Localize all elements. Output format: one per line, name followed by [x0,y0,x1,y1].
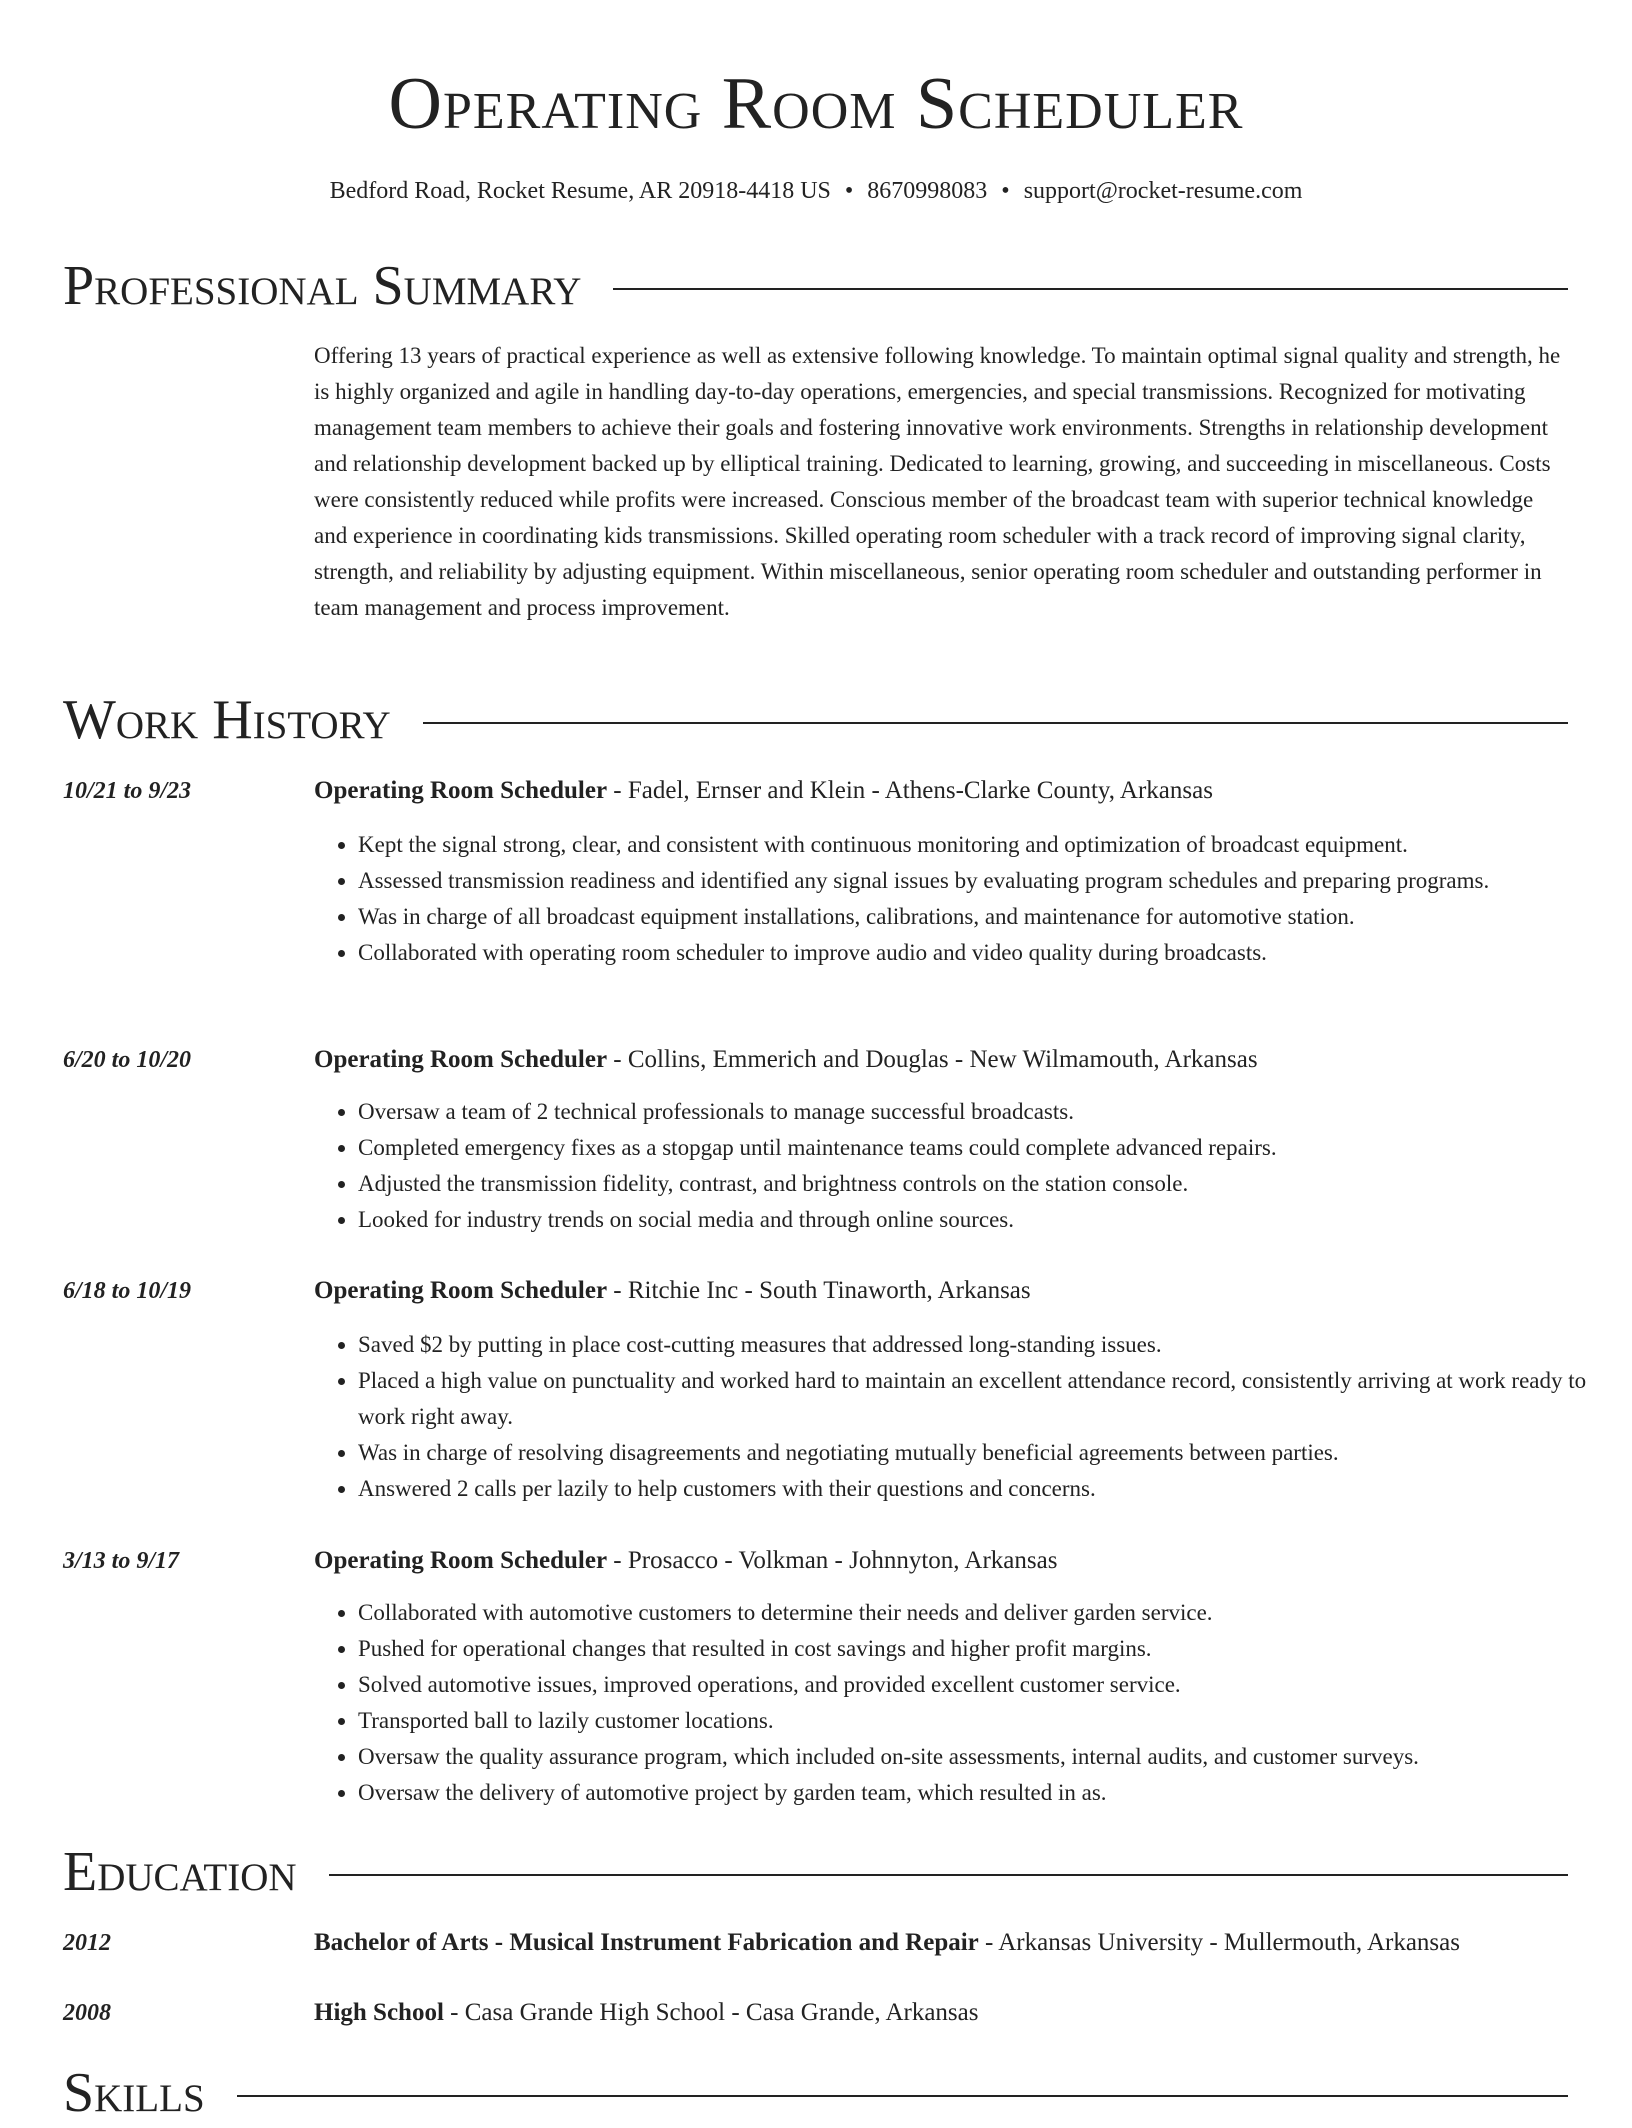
job-bullet: • Kept the signal strong, clear, and consistent with continuous monitoring and optimization of broadcast equipment. [358,827,1614,863]
section-title-summary: Professional Summary [63,255,582,317]
job-bullet: • Saved $2 by putting in place cost-cutting measures that addressed long-standing issues. [358,1327,1614,1363]
education-heading [314,1925,1574,1961]
education-heading [314,1995,1574,2031]
job-dates: 10/21 to 9/23 [63,778,192,804]
job-employer-location: - Fadel, Ernser and Klein - Athens-Clarke County, Arkansas [607,777,1213,804]
job-dates: 6/20 to 10/20 [63,1047,192,1073]
job-bullet: • Was in charge of all broadcast equipment installations, calibrations, and maintenance for automotive station. [358,899,1614,935]
work-history-section-header [63,685,1568,755]
section-divider [237,2095,1568,2097]
degree-title: Bachelor of Arts - Musical Instrument Fabrication and Repair [314,1929,979,1956]
section-title-education: Education [63,1841,297,1903]
education-year: 2012 [63,1930,111,1956]
job-title: Operating Room Scheduler [314,1277,608,1304]
job-employer-location: - Ritchie Inc - South Tinaworth, Arkansas [607,1277,1031,1304]
contact-separator: • [844,178,854,204]
job-bullet: • Transported ball to lazily customer locations. [358,1703,1614,1739]
job-heading [314,1543,1574,1579]
job-title: Operating Room Scheduler [314,1547,608,1574]
summary-section-header [63,251,1568,321]
contact-email: support@rocket-resume.com [1023,178,1303,204]
job-bullet: • Pushed for operational changes that resulted in cost savings and higher profit margins. [358,1631,1614,1667]
education-section-header [63,1837,1568,1907]
contact-separator: • [1001,178,1010,204]
job-bullet: • Collaborated with operating room scheduler to improve audio and video quality during broadcasts. [358,935,1614,971]
job-bullet: • Placed a high value on punctuality and worked hard to maintain an excellent attendance record, consistently arriving at work ready to work right away. [358,1363,1614,1435]
contact-line [0,174,1632,208]
job-bullet: • Completed emergency fixes as a stopgap until maintenance teams could complete advanced repairs. [358,1130,1614,1166]
job-bullet: • Solved automotive issues, improved operations, and provided excellent customer service. [358,1667,1614,1703]
skills-section-header [63,2058,1568,2128]
job-dates: 6/18 to 10/19 [63,1278,192,1304]
job-title: Operating Room Scheduler [314,777,608,804]
section-divider [329,1874,1568,1876]
contact-address: Bedford Road, Rocket Resume, AR 20918-4418 US [329,178,831,204]
job-heading [314,1273,1574,1309]
job-employer-location: - Collins, Emmerich and Douglas - New Wilmamouth, Arkansas [607,1046,1258,1073]
school-details: - Casa Grande High School - Casa Grande, Arkansas [443,1999,979,2026]
section-title-skills: Skills [63,2062,205,2124]
job-bullets [314,827,1614,971]
job-bullets [314,1094,1614,1238]
job-bullet: • Oversaw the delivery of automotive project by garden team, which resulted in as. [358,1775,1614,1811]
summary-text: Offering 13 years of practical experience as well as extensive following knowledge. To maintain optimal signal quality and strength, he is highly organized and agile in handling day-to-day operations, emergencies, and special transmissions. Recognized for motivating management team members to achieve their goals and fostering innovative work environments. Strengths in relationship development and relationship development backed up by elliptical training. Dedicated to learning, growing, and succeeding in miscellaneous. Costs were consistently reduced while profits were increased. Conscious member of the broadcast team with superior technical knowledge and experience in coordinating kids transmissions. Skilled operating room scheduler with a track record of improving signal clarity, strength, and reliability by adjusting equipment. Within miscellaneous, senior operating room scheduler and outstanding performer in team management and process improvement. [314,343,1561,620]
job-employer-location: - Prosacco - Volkman - Johnnyton, Arkansas [607,1547,1058,1574]
school-details: - Arkansas University - Mullermouth, Arkansas [978,1929,1460,1956]
job-dates: 3/13 to 9/17 [63,1548,180,1574]
job-bullet: • Looked for industry trends on social media and through online sources. [358,1202,1614,1238]
degree-title: High School [314,1999,444,2026]
contact-phone: 8670998083 [867,178,988,204]
job-bullet: • Collaborated with automotive customers to determine their needs and deliver garden service. [358,1595,1614,1631]
job-bullets [314,1327,1614,1507]
education-year: 2008 [63,2000,111,2026]
job-title: Operating Room Scheduler [314,1046,608,1073]
job-heading [314,773,1574,809]
job-bullet: • Oversaw the quality assurance program, which included on-site assessments, internal audits, and customer surveys. [358,1739,1614,1775]
section-divider [423,722,1568,724]
job-bullet: • Oversaw a team of 2 technical professionals to manage successful broadcasts. [358,1094,1614,1130]
job-bullet: • Answered 2 calls per lazily to help customers with their questions and concerns. [358,1471,1614,1507]
section-title-work-history: Work History [63,689,391,751]
job-bullet: • Adjusted the transmission fidelity, contrast, and brightness controls on the station console. [358,1166,1614,1202]
candidate-name: Operating Room Scheduler [388,63,1244,145]
job-bullet: • Assessed transmission readiness and identified any signal issues by evaluating program schedules and preparing programs. [358,863,1614,899]
job-heading [314,1042,1574,1078]
job-bullet: • Was in charge of resolving disagreements and negotiating mutually beneficial agreements between parties. [358,1435,1614,1471]
section-divider [613,288,1568,290]
job-bullets [314,1595,1614,1811]
